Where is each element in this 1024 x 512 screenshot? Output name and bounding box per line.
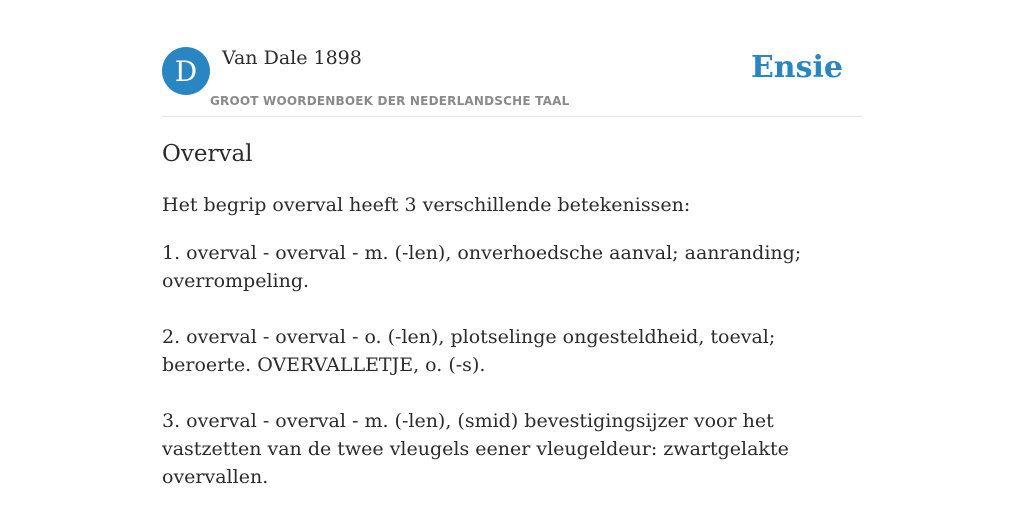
- definition-item: 2. overval - overval - o. (-len), plotselinge ongesteldheid, toeval; beroerte. OVERVALLETJE, o. (-s).: [162, 326, 776, 376]
- source-title[interactable]: Van Dale 1898: [222, 47, 362, 69]
- entry-card: [162, 44, 862, 491]
- source-header: [162, 44, 862, 117]
- definition-item: 3. overval - overval - m. (-len), (smid) bevestigingsijzer voor het vastzetten van de twee vleugels eener vleugeldeur: zwartgelakte overvallen.: [162, 410, 789, 488]
- source-badge: D: [162, 47, 210, 95]
- entry-word: Overval: [162, 141, 253, 167]
- brand-logo[interactable]: Ensie: [750, 50, 843, 85]
- entry-intro: Het begrip overval heeft 3 verschillende betekenissen:: [162, 194, 691, 216]
- definition-item: 1. overval - overval - m. (-len), onverhoedsche aanval; aanranding; overrompeling.: [162, 242, 802, 292]
- source-subtitle: GROOT WOORDENBOEK DER NEDERLANDSCHE TAAL: [210, 94, 570, 108]
